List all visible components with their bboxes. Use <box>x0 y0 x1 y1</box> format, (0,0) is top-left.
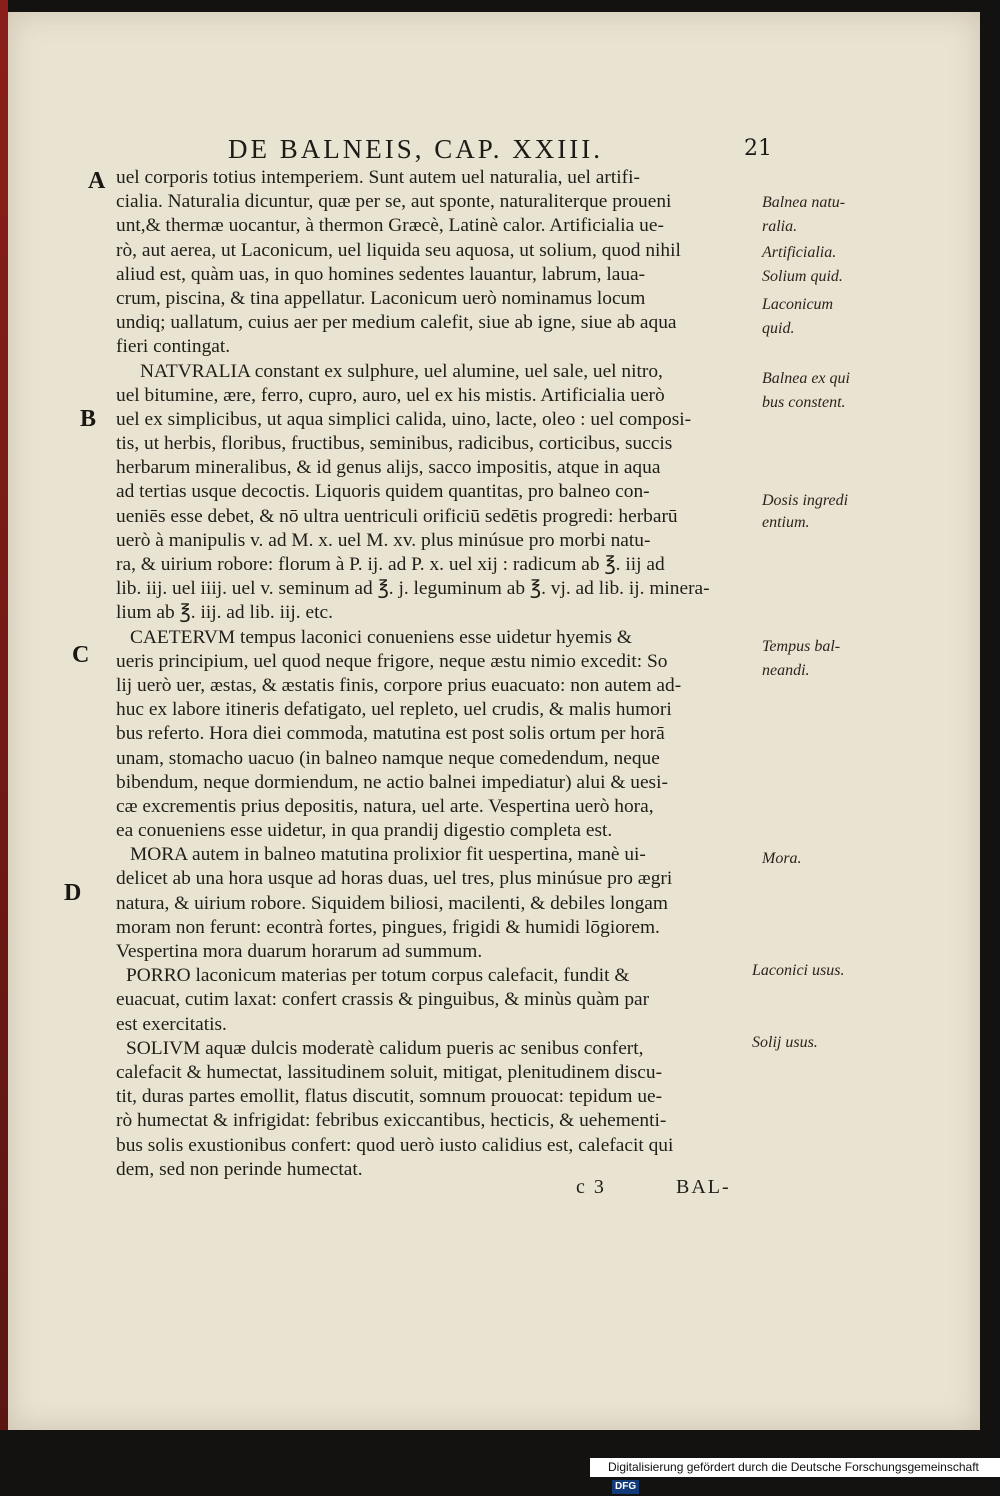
marginal-note: bus constent. <box>762 394 846 411</box>
digitization-footer <box>590 1458 1000 1492</box>
text-line: SOLIVM aquæ dulcis moderatè calidum pueris ac senibus confert, <box>126 1037 644 1059</box>
text-line: undiq; uallatum, cuius aer per medium calefit, siue ab igne, siue ab aqua <box>116 312 677 334</box>
text-line: fieri contingat. <box>116 336 231 358</box>
text-line: unam, stomacho uacuo (in balneo namque neque comedendum, neque <box>116 747 660 769</box>
footer-text: Digitalisierung gefördert durch die Deutsche Forschungsgemeinschaft <box>608 1460 979 1474</box>
dfg-logo: DFG <box>612 1480 639 1494</box>
text-line: est exercitatis. <box>116 1013 227 1035</box>
marginal-note: Dosis ingredi <box>762 492 849 509</box>
text-line: bus solis exustionibus confert: quod uerò iusto calidius est, calefacit qui <box>116 1134 674 1156</box>
marginal-note: Solium quid. <box>762 268 843 285</box>
marginal-note: Balnea natu- <box>762 194 846 211</box>
text-line: cialia. Naturalia dicuntur, quæ per se, aut sponte, naturaliterque proueni <box>116 191 672 213</box>
text-line: tis, ut herbis, floribus, fructibus, seminibus, radicibus, corticibus, succis <box>116 433 673 455</box>
text-line: dem, sed non perinde humectat. <box>116 1158 363 1180</box>
marginal-note: ralia. <box>762 218 798 235</box>
text-line: lib. iij. uel iiij. uel v. seminum ad ℥. j. leguminum ab ℥. vj. ad lib. ij. minera- <box>116 578 710 600</box>
text-line: MORA autem in balneo matutina prolixior fit uespertina, manè ui- <box>130 844 646 866</box>
text-line: aliud est, quàm uas, in quo homines sedentes lauantur, labrum, laua- <box>116 263 646 285</box>
text-line: NATVRALIA constant ex sulphure, uel alumine, uel sale, uel nitro, <box>140 360 663 382</box>
marginal-note: Artificialia. <box>762 244 837 261</box>
text-line: rò humectat & infrigidat: febribus exiccantibus, hecticis, & uehementi- <box>116 1110 667 1132</box>
marginal-note: Solij usus. <box>752 1034 818 1051</box>
marginal-note: Laconici usus. <box>752 962 845 979</box>
text-line: PORRO laconicum materias per totum corpus calefacit, fundit & <box>126 965 630 987</box>
marginal-note: neandi. <box>762 662 810 679</box>
text-line: euacuat, cutim laxat: confert crassis & pinguibus, & minùs quàm par <box>116 989 650 1011</box>
text-line: huc ex labore itineris defatigato, uel repleto, uel crudis, & malis humori <box>116 699 672 721</box>
text-line: ueris principium, uel quod neque frigore, neque æstu nimio excedit: So <box>116 650 668 672</box>
text-line: lium ab ℥. iij. ad lib. iij. etc. <box>116 602 333 624</box>
text-line: moram non ferunt: econtrà fortes, pingues, frigidi & humidi lōgiorem. <box>116 916 660 938</box>
text-line: calefacit & humectat, lassitudinem soluit, mitigat, plenitudinem discu- <box>116 1061 663 1083</box>
running-head: DE BALNEIS, CAP. XXIII. <box>228 134 603 164</box>
text-line: uel corporis totius intemperiem. Sunt autem uel naturalia, uel artifi- <box>116 167 640 188</box>
text-line: ra, & uirium robore: florum à P. ij. ad P. x. uel xij : radicum ab ℥. iij ad <box>116 554 665 575</box>
text-line: uel ex simplicibus, ut aqua simplici calida, uino, lacte, oleo : uel composi- <box>116 408 692 430</box>
section-letter-d: D <box>64 880 82 906</box>
text-line: natura, & uirium robore. Siquidem biliosi, macilenti, & debiles longam <box>116 892 668 914</box>
section-letter-a: A <box>88 168 106 194</box>
text-line: bus referto. Hora diei commoda, matutina est post solis ortum per horā <box>116 723 665 745</box>
body-text <box>116 166 766 1182</box>
text-line: lij uerò uer, æstas, & æstatis finis, corpore prius euacuato: non autem ad- <box>116 674 682 696</box>
marginal-note: Balnea ex qui <box>762 370 850 387</box>
signature-mark: c 3 <box>576 1176 606 1198</box>
text-line: ad tertias usque decoctis. Liquoris quidem quantitas, pro balneo con- <box>116 481 650 503</box>
text-line: bibendum, neque dormiendum, ne actio balnei impediatur) alui & uesi- <box>116 771 668 793</box>
text-line: ea conueniens esse uidetur, in qua prandij digestio completa est. <box>116 820 613 842</box>
catchword: BAL- <box>676 1176 731 1198</box>
section-letter-c: C <box>72 642 90 668</box>
text-line: rò, aut aerea, ut Laconicum, uel liquida seu aquosa, ut solium, quod nihil <box>116 239 681 261</box>
marginal-note: quid. <box>762 320 795 337</box>
marginal-note: Tempus bal- <box>762 638 841 655</box>
text-line: unt,& thermæ uocantur, à thermon Græcè, Latinè calor. Artificialia ue- <box>116 215 664 237</box>
marginal-note: Mora. <box>762 850 802 867</box>
marginal-note: entium. <box>762 514 810 531</box>
page-number: 21 <box>744 136 772 161</box>
text-line: Vespertina mora duarum horarum ad summum. <box>116 941 483 962</box>
section-letter-b: B <box>80 406 97 432</box>
text-line: uerò à manipulis v. ad M. x. uel M. xv. plus minúsue pro morbi natu- <box>116 529 651 551</box>
text-line: CAETERVM tempus laconici conueniens esse uidetur hyemis & <box>130 626 632 648</box>
text-line: delicet ab una hora usque ad horas duas, uel tres, plus minúsue pro ægri <box>116 868 673 890</box>
text-line: ueniēs esse debet, & nō ultra uentriculi orificiū sedētis progredi: herbarū <box>116 505 678 527</box>
text-line: cæ excrementis prius depositis, natura, uel arte. Vespertina uerò hora, <box>116 795 654 817</box>
marginal-note: Laconicum <box>762 296 834 313</box>
text-line: herbarum mineralibus, & id genus alijs, sacco impositis, atque in aqua <box>116 457 661 479</box>
text-line: crum, piscina, & tina appellatur. Laconicum uerò nominamus locum <box>116 287 646 309</box>
book-spine-edge <box>0 0 8 1430</box>
text-line: uel bitumine, ære, ferro, cupro, auro, uel ex his mistis. Artificialia uerò <box>116 384 665 406</box>
text-line: tit, duras partes emollit, flatus discutit, somnum prouocat: tepidum ue- <box>116 1086 663 1108</box>
